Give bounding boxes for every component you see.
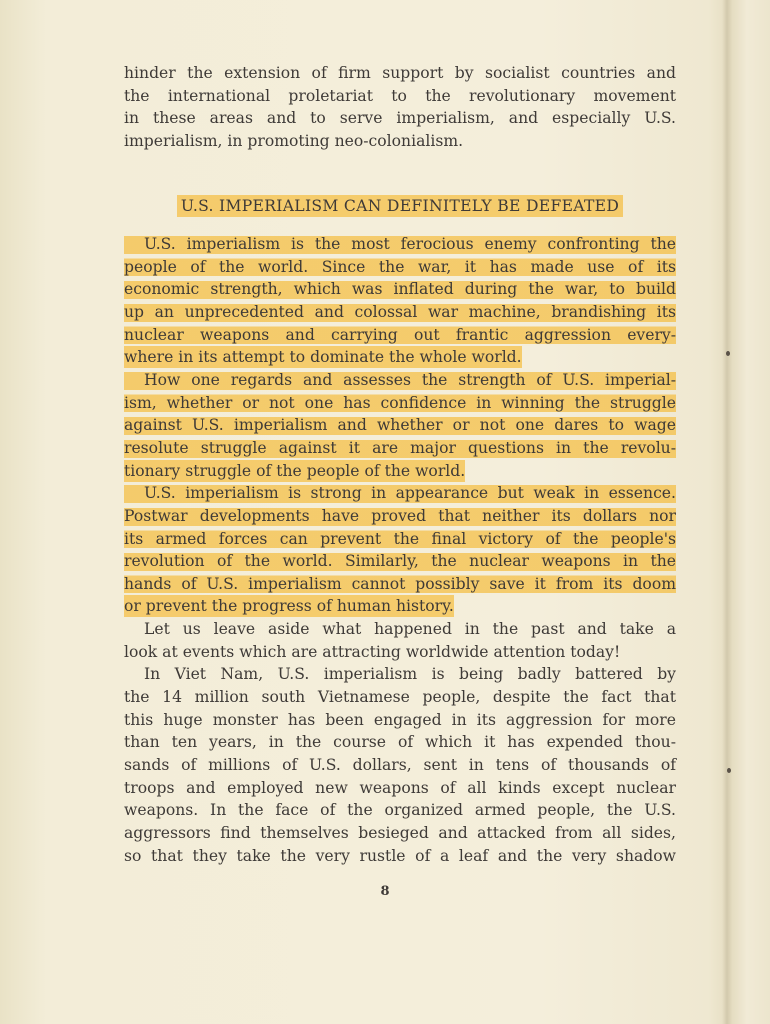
highlighted-paragraph: [124, 369, 676, 482]
highlighted-line: nuclear weapons and carrying out frantic aggression every-: [124, 324, 676, 347]
highlighted-line: its armed forces can prevent the final victory of the people's: [124, 528, 676, 551]
highlighted-line: against U.S. imperialism and whether or not one dares to wage: [124, 414, 676, 437]
text-line: in these areas and to serve imperialism, and especially U.S.: [124, 109, 676, 128]
highlighted-line: Postwar developments have proved that neither its dollars nor: [124, 505, 676, 528]
paper-speck: [727, 768, 731, 773]
spacer: [124, 153, 676, 195]
intro-paragraph: [124, 62, 676, 153]
highlighted-line: resolute struggle against it are major questions in the revolu-: [124, 437, 676, 460]
text-line: In Viet Nam, U.S. imperialism is being badly battered by: [144, 665, 676, 684]
highlighted-line: hands of U.S. imperialism cannot possibly save it from its doom: [124, 573, 676, 596]
text-line: hinder the extension of firm support by socialist countries and: [124, 64, 676, 82]
highlighted-line-text: tionary struggle of the people of the world.: [124, 461, 466, 480]
text-line: weapons. In the face of the organized armed people, the U.S.: [124, 801, 676, 820]
highlighted-line: ism, whether or not one has confidence in winning the struggle: [124, 392, 676, 415]
highlighted-line: [124, 346, 676, 369]
paper-speck: [726, 351, 730, 356]
highlighted-paragraph: [124, 233, 676, 369]
page-number: 8: [380, 884, 390, 899]
text-line: look at events which are attracting worldwide attention today!: [124, 642, 621, 661]
spacer: [124, 217, 676, 233]
text-line: sands of millions of U.S. dollars, sent in tens of thousands of: [124, 755, 676, 774]
body-text: [124, 62, 676, 867]
highlighted-paragraph: [124, 482, 676, 618]
text-line: imperialism, in promoting neo-colonialism.: [124, 131, 464, 150]
text-line: troops and employed new weapons of all kinds except nuclear: [124, 778, 676, 797]
highlighted-line: people of the world. Since the war, it has made use of its: [124, 256, 676, 279]
highlighted-line: [124, 595, 676, 618]
highlighted-line: up an unprecedented and colossal war machine, brandishing its: [124, 301, 676, 324]
text-line: aggressors find themselves besieged and attacked from all sides,: [124, 823, 676, 842]
highlighted-line: U.S. imperialism is the most ferocious enemy confronting the: [124, 233, 676, 256]
highlighted-line: U.S. imperialism is strong in appearance but weak in essence.: [124, 482, 676, 505]
page-fold-shadow: [722, 0, 732, 1024]
text-line: the international proletariat to the revolutionary movement: [124, 86, 676, 105]
highlighted-line: How one regards and assesses the strength of U.S. imperial-: [124, 369, 676, 392]
highlighted-line: revolution of the world. Similarly, the nuclear weapons in the: [124, 550, 676, 573]
text-line: than ten years, in the course of which it has expended thou-: [124, 733, 676, 752]
highlighted-line-text: where in its attempt to dominate the whole world.: [124, 348, 522, 367]
text-line: Let us leave aside what happened in the past and take a: [144, 620, 676, 639]
text-line: so that they take the very rustle of a leaf and the very shadow: [124, 846, 676, 865]
paragraph: [124, 663, 676, 867]
section-heading-text: U.S. IMPERIALISM CAN DEFINITELY BE DEFEATED: [177, 195, 623, 217]
highlighted-line-text: or prevent the progress of human history.: [124, 597, 454, 616]
paragraph: [124, 618, 676, 663]
section-heading: [124, 195, 676, 218]
highlighted-line: [124, 460, 676, 483]
highlighted-line: economic strength, which was inflated during the war, to build: [124, 278, 676, 301]
text-line: the 14 million south Vietnamese people, despite the fact that: [124, 688, 676, 707]
text-line: this huge monster has been engaged in its aggression for more: [124, 710, 676, 729]
